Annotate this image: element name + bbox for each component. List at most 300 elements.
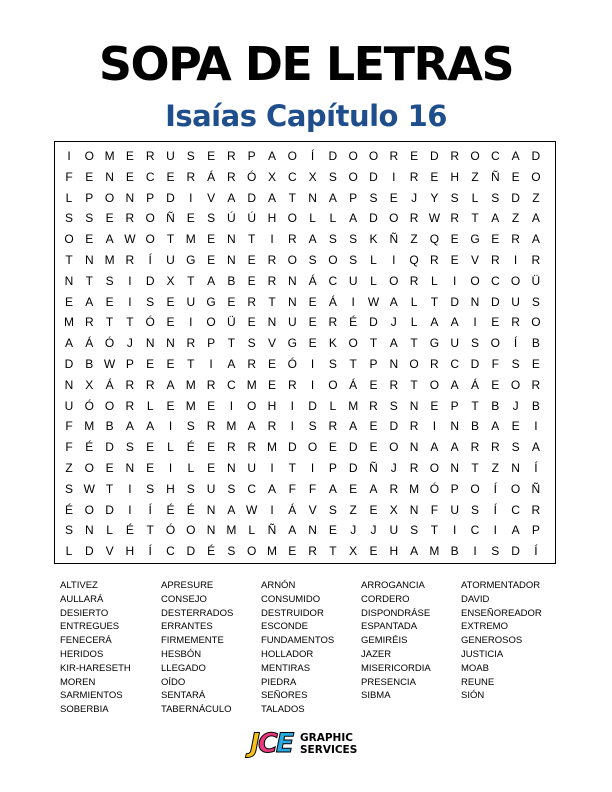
grid-letter: S	[146, 294, 155, 309]
grid-letter: S	[308, 419, 317, 434]
grid-letter: F	[308, 481, 317, 496]
grid-letter: O	[470, 481, 480, 496]
grid-letter: N	[308, 523, 317, 538]
grid-letter: U	[450, 336, 460, 351]
grid-letter: I	[493, 523, 497, 538]
grid-letter: Ü	[531, 273, 541, 288]
grid-letter: S	[64, 523, 73, 538]
grid-letter: I	[229, 398, 234, 413]
grid-letter: E	[328, 523, 337, 538]
grid-letter: E	[207, 253, 216, 267]
grid-letter: R	[247, 440, 257, 455]
grid-letter: N	[267, 315, 277, 330]
grid-letter: Ñ	[166, 211, 175, 226]
grid-letter: E	[166, 294, 175, 309]
grid-letter: E	[166, 169, 175, 184]
grid-letter: Í	[493, 502, 497, 517]
grid-letter: I	[310, 357, 315, 371]
grid-letter: M	[185, 232, 196, 247]
grid-letter: T	[187, 273, 195, 288]
grid-letter: Ó	[247, 169, 257, 184]
grid-letter: T	[288, 461, 296, 475]
grid-letter: A	[166, 377, 175, 392]
grid-letter: D	[490, 294, 500, 309]
grid-letter: A	[207, 273, 216, 288]
grid-letter: G	[206, 294, 216, 309]
grid-letter: E	[369, 502, 378, 517]
grid-letter: S	[491, 544, 500, 559]
grid-letter: E	[85, 232, 94, 247]
grid-letter: O	[287, 253, 297, 267]
grid-letter: M	[104, 149, 115, 163]
grid-letter: N	[287, 273, 297, 288]
grid-letter: O	[470, 273, 480, 288]
grid-letter: U	[247, 461, 257, 475]
grid-letter: D	[186, 544, 196, 559]
grid-letter: Á	[470, 377, 479, 392]
grid-letter: D	[105, 502, 114, 517]
grid-letter: I	[534, 419, 538, 434]
grid-letter: Y	[430, 190, 439, 205]
grid-letter: B	[450, 544, 459, 559]
grid-letter: N	[166, 336, 175, 351]
grid-letter: J	[370, 523, 377, 538]
grid-letter: W	[124, 232, 136, 247]
word-item: CONSEJO	[161, 593, 207, 605]
grid-letter: S	[410, 523, 419, 538]
word-item: MENTIRAS	[261, 662, 311, 674]
grid-letter: L	[471, 190, 479, 205]
grid-letter: É	[186, 440, 195, 455]
grid-letter: O	[348, 169, 358, 184]
grid-letter: S	[186, 481, 195, 496]
grid-letter: P	[125, 357, 134, 371]
grid-letter: I	[128, 273, 132, 288]
grid-letter: Ó	[145, 315, 155, 330]
grid-row	[55, 312, 555, 332]
grid-letter: E	[207, 149, 216, 163]
word-item: FENECERÁ	[60, 635, 112, 647]
grid-row	[55, 208, 555, 228]
grid-letter: T	[268, 294, 276, 309]
grid-letter: O	[510, 273, 521, 288]
grid-letter: I	[128, 481, 132, 496]
grid-letter: I	[128, 294, 132, 309]
grid-letter: A	[349, 211, 358, 226]
grid-letter: D	[247, 190, 257, 205]
grid-letter: Ü	[227, 315, 236, 330]
grid-letter: V	[207, 190, 216, 205]
grid-letter: Í	[493, 481, 497, 496]
grid-letter: O	[389, 273, 399, 288]
grid-letter: A	[146, 419, 155, 434]
word-item: ARROGANCIA	[361, 580, 425, 591]
grid-letter: E	[207, 398, 216, 413]
grid-letter: T	[410, 336, 418, 351]
grid-letter: S	[470, 502, 479, 517]
grid-row	[55, 520, 555, 540]
grid-letter: P	[328, 461, 337, 475]
grid-letter: L	[370, 273, 377, 288]
grid-letter: O	[490, 336, 500, 351]
grid-letter: N	[125, 190, 135, 205]
grid-row	[55, 333, 555, 353]
word-item: ALTIVEZ	[60, 580, 98, 591]
grid-letter: R	[389, 481, 399, 496]
grid-letter: H	[450, 169, 460, 184]
grid-letter: M	[64, 315, 74, 330]
grid-letter: D	[328, 149, 338, 163]
grid-letter: F	[430, 502, 439, 517]
grid-letter: U	[206, 481, 216, 496]
grid-letter: I	[473, 315, 477, 330]
grid-letter: D	[470, 357, 480, 371]
grid-letter: E	[328, 440, 337, 455]
word-column	[261, 579, 371, 717]
grid-letter: O	[368, 149, 379, 163]
grid-row	[55, 188, 555, 208]
grid-letter: B	[227, 273, 236, 288]
grid-letter: D	[511, 544, 520, 559]
grid-letter: T	[105, 481, 114, 496]
grid-row	[55, 479, 555, 499]
grid-letter: R	[430, 357, 439, 371]
word-item: HOLLADOR	[261, 648, 314, 660]
grid-letter: R	[490, 253, 500, 267]
grid-letter: É	[125, 523, 134, 538]
grid-letter: U	[511, 294, 520, 309]
grid-letter: E	[207, 461, 216, 475]
grid-letter: A	[227, 357, 236, 371]
grid-letter: C	[470, 523, 480, 538]
word-item: HERIDOS	[60, 648, 104, 660]
grid-letter: C	[247, 481, 257, 496]
word-item: GENEROSOS	[461, 635, 523, 647]
grid-letter: O	[510, 377, 521, 392]
grid-letter: A	[430, 315, 439, 330]
grid-letter: R	[145, 149, 155, 163]
grid-letter: Z	[349, 502, 357, 517]
grid-letter: O	[64, 232, 74, 247]
grid-letter: P	[349, 190, 358, 205]
grid-letter: A	[328, 190, 337, 205]
grid-letter: Q	[429, 232, 440, 247]
grid-letter: X	[85, 377, 94, 392]
grid-letter: U	[450, 502, 460, 517]
word-item: ARNÓN	[261, 580, 296, 591]
grid-letter: B	[531, 398, 540, 413]
grid-letter: A	[511, 523, 520, 538]
grid-letter: F	[65, 419, 73, 434]
grid-letter: I	[432, 419, 437, 434]
grid-letter: K	[369, 232, 378, 247]
grid-letter: I	[453, 273, 457, 288]
grid-letter: I	[270, 502, 274, 517]
grid-letter: T	[288, 190, 296, 205]
grid-letter: A	[64, 336, 73, 351]
grid-letter: E	[349, 481, 358, 496]
word-item: SOBERBIA	[60, 704, 109, 716]
grid-letter: U	[166, 253, 175, 267]
grid-letter: B	[491, 398, 500, 413]
grid-letter: X	[166, 273, 175, 288]
word-item: DAVID	[461, 593, 490, 605]
grid-letter: M	[429, 544, 440, 559]
grid-letter: S	[146, 481, 155, 496]
grid-letter: É	[186, 502, 195, 517]
grid-letter: S	[389, 398, 398, 413]
grid-letter: I	[473, 544, 477, 559]
grid-letter: R	[531, 377, 541, 392]
word-item: DESTERRADOS	[161, 607, 234, 619]
grid-letter: R	[389, 377, 399, 392]
grid-letter: R	[409, 461, 419, 475]
grid-letter: R	[125, 253, 135, 267]
grid-letter: P	[85, 190, 94, 205]
grid-letter: H	[125, 544, 135, 559]
grid-letter: R	[206, 419, 216, 434]
grid-letter: D	[105, 440, 114, 455]
grid-letter: Ñ	[369, 461, 378, 475]
grid-letter: J	[512, 398, 519, 413]
grid-letter: O	[348, 149, 358, 163]
grid-letter: O	[186, 523, 196, 538]
grid-letter: R	[247, 294, 257, 309]
grid-letter: A	[308, 232, 317, 247]
grid-letter: I	[168, 419, 173, 434]
grid-letter: A	[227, 502, 236, 517]
grid-letter: N	[287, 294, 297, 309]
grid-letter: X	[308, 169, 317, 184]
grid-letter: E	[125, 149, 134, 163]
grid-letter: E	[511, 419, 520, 434]
grid-letter: V	[105, 544, 114, 559]
grid-letter: T	[349, 357, 357, 371]
grid-letter: O	[328, 377, 338, 392]
grid-letter: Q	[409, 253, 419, 267]
grid-letter: I	[128, 502, 132, 517]
grid-letter: S	[186, 149, 195, 163]
grid-letter: T	[166, 232, 175, 247]
grid-letter: G	[186, 253, 196, 267]
grid-letter: A	[267, 481, 276, 496]
grid-letter: Z	[532, 190, 540, 205]
logo-mark: JCE	[250, 728, 293, 759]
grid-letter: A	[450, 315, 459, 330]
grid-letter: N	[64, 273, 74, 288]
grid-letter: E	[207, 440, 216, 455]
grid-letter: I	[270, 461, 274, 475]
grid-letter: B	[470, 419, 479, 434]
grid-row	[55, 229, 555, 249]
grid-letter: D	[84, 544, 94, 559]
grid-letter: E	[105, 294, 114, 309]
word-item: JAZER	[361, 648, 392, 660]
grid-letter: I	[168, 461, 173, 475]
grid-letter: Á	[308, 273, 317, 288]
grid-letter: S	[328, 502, 337, 517]
grid-letter: R	[267, 273, 277, 288]
grid-letter: O	[389, 440, 399, 455]
grid-letter: E	[64, 294, 73, 309]
grid-letter: A	[247, 419, 256, 434]
grid-letter: E	[308, 315, 317, 330]
grid-letter: C	[287, 169, 297, 184]
grid-letter: E	[247, 315, 256, 330]
word-item: PRESENCIA	[361, 676, 416, 688]
grid-row	[55, 271, 555, 291]
grid-letter: É	[64, 502, 73, 517]
grid-letter: O	[531, 169, 541, 184]
grid-letter: J	[126, 336, 133, 351]
grid-letter: D	[287, 440, 297, 455]
grid-letter: C	[450, 357, 460, 371]
grid-row	[55, 500, 555, 520]
grid-letter: M	[246, 377, 257, 392]
grid-letter: D	[389, 419, 399, 434]
grid-letter: E	[146, 357, 155, 371]
grid-letter: P	[369, 357, 378, 371]
grid-letter: Ó	[165, 523, 176, 538]
grid-letter: J	[390, 461, 397, 475]
grid-letter: O	[470, 149, 480, 163]
grid-letter: R	[450, 211, 460, 226]
grid-letter: M	[267, 544, 277, 559]
word-item: CORDERO	[361, 593, 410, 605]
grid-letter: R	[470, 440, 480, 455]
grid-letter: B	[105, 419, 114, 434]
word-item: LLEGADO	[161, 662, 206, 674]
grid-letter: S	[207, 211, 216, 226]
grid-letter: Í	[148, 544, 152, 559]
grid-letter: A	[430, 440, 439, 455]
grid-letter: H	[389, 544, 399, 559]
grid-letter: M	[409, 481, 420, 496]
word-column	[461, 579, 571, 703]
grid-letter: Z	[410, 232, 418, 247]
grid-letter: S	[308, 253, 317, 267]
grid-letter: S	[349, 232, 358, 247]
grid-letter: R	[125, 398, 135, 413]
grid-row	[55, 375, 555, 395]
grid-letter: W	[103, 357, 116, 371]
grid-letter: L	[146, 398, 154, 413]
grid-letter: C	[145, 169, 155, 184]
grid-letter: F	[65, 440, 73, 455]
grid-letter: S	[227, 544, 236, 559]
grid-letter: J	[390, 315, 397, 330]
grid-letter: A	[511, 149, 520, 163]
grid-letter: O	[287, 149, 297, 163]
grid-letter: M	[104, 253, 115, 267]
grid-row	[55, 250, 555, 270]
grid-letter: N	[227, 253, 236, 267]
grid-letter: B	[85, 357, 94, 371]
grid-row	[55, 167, 555, 187]
grid-letter: T	[187, 357, 195, 371]
grid-letter: T	[85, 273, 93, 288]
grid-letter: M	[84, 419, 95, 434]
grid-letter: S	[186, 419, 195, 434]
grid-letter: A	[389, 336, 398, 351]
grid-letter: L	[410, 294, 418, 309]
grid-letter: P	[146, 190, 155, 205]
grid-letter: Í	[534, 461, 538, 475]
grid-letter: T	[369, 336, 378, 351]
grid-letter: A	[531, 232, 540, 247]
grid-letter: R	[145, 377, 155, 392]
grid-letter: I	[290, 419, 294, 434]
logo-text: GRAPHIC SERVICES	[300, 732, 358, 756]
grid-letter: R	[125, 211, 135, 226]
grid-letter: Á	[349, 377, 358, 392]
grid-letter: S	[85, 211, 94, 226]
grid-letter: Ú	[247, 211, 257, 226]
grid-letter: O	[429, 461, 440, 475]
grid-letter: O	[104, 190, 115, 205]
word-item: DESTRUIDOR	[261, 607, 324, 619]
word-column	[60, 579, 170, 717]
word-item: APRESURE	[161, 580, 214, 591]
word-item: AULLARÁ	[60, 593, 104, 605]
grid-letter: L	[329, 211, 337, 226]
word-item: PIEDRA	[261, 676, 297, 688]
grid-row	[55, 541, 555, 561]
grid-letter: M	[185, 398, 196, 413]
grid-letter: S	[511, 357, 520, 371]
grid-letter: R	[490, 440, 500, 455]
grid-letter: Ó	[104, 336, 115, 351]
grid-letter: T	[410, 377, 418, 392]
word-item: SIBMA	[361, 690, 391, 702]
grid-letter: E	[267, 357, 276, 371]
word-item: MOREN	[60, 676, 96, 688]
grid-letter: O	[247, 544, 257, 559]
word-item: ESCONDE	[261, 621, 308, 633]
grid-letter: W	[246, 502, 258, 517]
grid-letter: O	[429, 377, 440, 392]
grid-letter: O	[348, 336, 358, 351]
grid-row	[55, 416, 555, 436]
grid-letter: R	[206, 377, 216, 392]
grid-letter: N	[227, 232, 236, 247]
grid-letter: L	[106, 523, 113, 538]
grid-letter: E	[186, 211, 195, 226]
grid-letter: E	[166, 357, 175, 371]
word-item: ERRANTES	[161, 621, 213, 633]
grid-letter: X	[389, 502, 398, 517]
grid-letter: D	[531, 149, 541, 163]
word-item: SEÑORES	[261, 690, 308, 702]
grid-letter: H	[267, 211, 277, 226]
grid-letter: R	[247, 357, 257, 371]
grid-letter: L	[248, 523, 256, 538]
grid-letter: A	[125, 419, 134, 434]
word-column	[161, 579, 271, 717]
grid-letter: E	[207, 232, 216, 247]
grid-letter: N	[125, 461, 135, 475]
grid-letter: I	[392, 169, 396, 184]
word-item: DESIERTO	[60, 607, 109, 619]
word-column	[361, 579, 471, 703]
grid-letter: E	[369, 419, 378, 434]
grid-letter: C	[328, 273, 338, 288]
word-item: OÍDO	[161, 676, 186, 688]
grid-letter: O	[510, 481, 521, 496]
grid-letter: Á	[207, 169, 216, 184]
grid-letter: S	[531, 294, 540, 309]
grid-letter: O	[247, 398, 257, 413]
